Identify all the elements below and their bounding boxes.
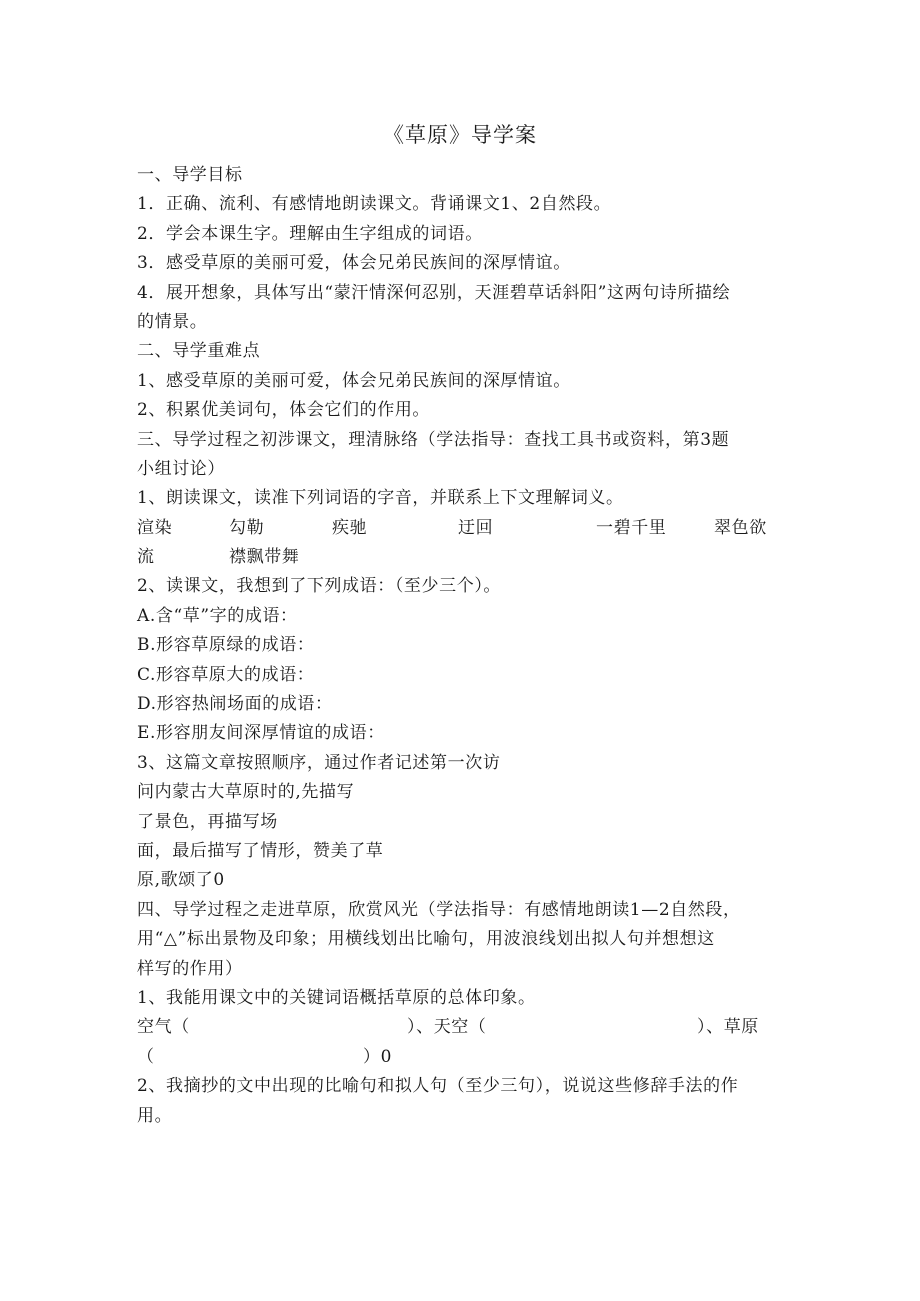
vocab-word: 疾驰 xyxy=(332,517,368,538)
process-item-3-line-5: 原,歌颂了0 xyxy=(137,870,225,891)
process-item-3-line-4: 面，最后描写了情形，赞美了草 xyxy=(137,840,384,861)
vocab-word: 迂回 xyxy=(458,517,494,538)
section-heading-process-2-line-3: 样写的作用） xyxy=(137,958,243,979)
blank-grassland: ）、草原 xyxy=(697,1017,759,1038)
process-2-item-1: 1、我能用课文中的关键词语概括草原的总体印象。 xyxy=(137,987,536,1008)
goal-item-4-line-2: 的情景。 xyxy=(137,311,208,332)
vocabulary-row-2 xyxy=(137,543,782,572)
process-item-2: 2、读课文，我想到了下列成语：（至少三个）。 xyxy=(137,576,502,597)
vocab-word: 翠色欲 xyxy=(714,517,767,538)
section-heading-process-1-line-1: 三、导学过程之初涉课文，理清脉络（学法指导：查找工具书或资料，第3题 xyxy=(137,429,730,450)
vocab-word: 渲染 xyxy=(137,517,173,538)
process-item-3-line-1: 3、这篇文章按照顺序，通过作者记述第一次访 xyxy=(137,752,501,773)
process-item-1: 1、朗读课文，读准下列词语的字音，并联系上下文理解词义。 xyxy=(137,488,624,509)
idiom-prompt-c: C.形容草原大的成语： xyxy=(137,664,315,685)
section-heading-process-1-line-2: 小组讨论） xyxy=(137,458,225,479)
section-heading-goals: 一、导学目标 xyxy=(137,165,243,185)
page-title: 《草原》导学案 xyxy=(383,123,537,147)
vocab-word: 勾勒 xyxy=(229,517,265,538)
section-heading-process-2-line-2: 用“△”标出景物及印象；用横线划出比喻句，用波浪线划出拟人句并想想这 xyxy=(137,929,715,950)
vocab-word: 襟飘带舞 xyxy=(229,547,300,568)
section-heading-key-points: 二、导学重难点 xyxy=(137,341,261,362)
blank-sky: ）、天空（ xyxy=(407,1017,487,1038)
idiom-prompt-a: A.含“草”字的成语： xyxy=(137,605,298,626)
section-heading-process-2-line-1: 四、导学过程之走进草原，欣赏风光（学法指导：有感情地朗读1—2自然段， xyxy=(137,899,741,920)
goal-item-3: 3．感受草原的美丽可爱，体会兄弟民族间的深厚情谊。 xyxy=(137,253,571,274)
process-2-item-2-line-2: 用。 xyxy=(137,1105,173,1126)
key-point-1: 1、感受草原的美丽可爱，体会兄弟民族间的深厚情谊。 xyxy=(137,370,571,391)
blank-air: 空气（ xyxy=(137,1017,190,1038)
idiom-prompt-e: E.形容朋友间深厚情谊的成语： xyxy=(137,723,385,744)
blank-open-paren: （ xyxy=(137,1046,155,1067)
goal-item-1: 1．正确、流利、有感情地朗读课文。背诵课文1、2自然段。 xyxy=(137,194,612,215)
goal-item-4-line-1: 4．展开想象，具体写出“蒙汗情深何忍别，天涯碧草话斜阳”这两句诗所描绘 xyxy=(137,282,731,303)
process-item-3-line-2: 问内蒙古大草原时的,先描写 xyxy=(137,782,355,803)
process-2-item-2-line-1: 2、我摘抄的文中出现的比喻句和拟人句（至少三句），说说这些修辞手法的作 xyxy=(137,1076,739,1097)
blank-close-paren: ）0 xyxy=(363,1046,393,1067)
impression-blanks-row-2 xyxy=(137,1043,782,1072)
vocabulary-row-1 xyxy=(137,514,782,543)
vocab-word: 流 xyxy=(137,547,155,568)
vocab-word: 一碧千里 xyxy=(596,517,667,538)
document-body xyxy=(137,161,782,1131)
impression-blanks-row-1 xyxy=(137,1013,782,1042)
idiom-prompt-d: D.形容热闹场面的成语： xyxy=(137,694,333,715)
idiom-prompt-b: B.形容草原绿的成语： xyxy=(137,635,315,656)
process-item-3-line-3: 了景色，再描写场 xyxy=(137,811,278,832)
goal-item-2: 2．学会本课生字。理解由生字组成的词语。 xyxy=(137,223,483,244)
key-point-2: 2、积累优美词句，体会它们的作用。 xyxy=(137,400,431,421)
